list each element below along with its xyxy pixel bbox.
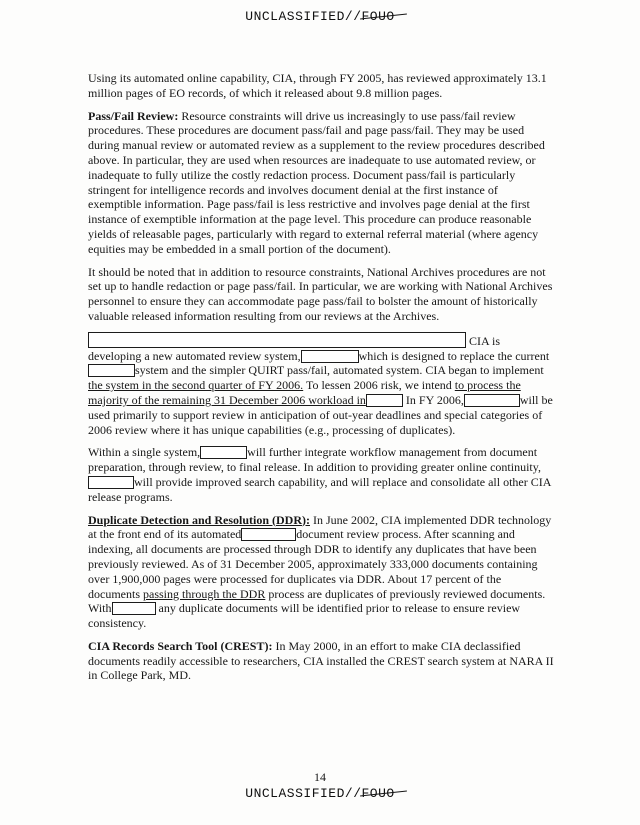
page-number: 14 — [314, 770, 326, 784]
body-text: the system in the second quarter of FY 2006. — [88, 378, 304, 393]
redaction-box — [112, 602, 156, 615]
body-text: will be used primarily to support review in anticipation of out-year deadlines and special categories of 2006 review where it has unique capabilities (e.g., processing of duplicates). — [88, 392, 553, 437]
redaction-box — [241, 528, 296, 541]
paragraph-new-review-system — [88, 332, 554, 438]
body-text: process are duplicates of previously reviewed documents. With — [88, 586, 546, 616]
classification-fouo-struck: FOUO — [361, 9, 395, 24]
section-heading-text: CIA Records Search Tool (CREST): — [88, 638, 273, 653]
body-text: In FY 2006, — [402, 392, 464, 407]
paragraph-crest — [88, 639, 554, 683]
body-text: It should be noted that in addition to resource constraints, National Archives procedures are not set up to handle redaction or page pass/fail. In particular, we are working with National Archives personnel to ensure they can accommodate page pass/fail to bolster the amount of historically valuable released information resulting from our reviews at the Archives. — [88, 264, 553, 323]
section-heading-text: Duplicate Detection and Resolution (DDR): — [88, 512, 310, 527]
body-text: which is designed to replace the current — [358, 348, 550, 363]
body-text: to process the majority of the remaining 31 December 2006 workload in — [88, 378, 521, 407]
header-classification — [0, 9, 640, 24]
body-text: CIA is developing a new automated review system, — [88, 333, 501, 363]
body-text: will provide improved search capability, and will replace and consolidate all other CIA release programs. — [88, 474, 551, 504]
paragraph-national-archives — [88, 265, 554, 324]
redaction-box — [301, 350, 359, 363]
section-heading-text: Pass/Fail Review: — [88, 108, 179, 123]
paragraph-single-system — [88, 445, 554, 504]
body-text: Using its automated online capability, CIA, through FY 2005, has reviewed approximately 13.1 million pages of EO records, of which it released about 9.8 million pages. — [88, 71, 547, 100]
redaction-box — [88, 364, 135, 377]
redaction-box — [464, 394, 520, 407]
footer-classification — [0, 786, 640, 801]
body-text: passing through the DDR — [143, 586, 266, 601]
classification-text: UNCLASSIFIED// — [245, 9, 362, 24]
paragraph-pass-fail-review — [88, 109, 554, 257]
body-text: In May 2000, in an effort to make CIA declassified documents readily accessible to researchers, CIA installed the CREST search system at NARA II in College Park, MD. — [88, 638, 554, 683]
classification-fouo-struck: FOUO — [361, 786, 395, 801]
redaction-box — [200, 446, 247, 459]
body-text: To lessen 2006 risk, we intend — [303, 378, 455, 393]
page-footer — [0, 770, 640, 801]
body-text: any duplicate documents will be identified prior to release to ensure review consistency. — [88, 601, 521, 631]
body-text: In June 2002, CIA implemented DDR technology at the front end of its automated — [88, 512, 552, 542]
paragraph-intro — [88, 71, 554, 101]
redaction-box — [366, 394, 403, 407]
redaction-box — [88, 476, 134, 489]
body-text: Resource constraints will drive us increasingly to use pass/fail review procedures. These procedures are document pass/fail and page pass/fail. They may be used during manual review or automated review as a supplement to the review procedures described above. In particular, they are used when resources are inadequate to use automated review, or inadequate to fully utilize the costly redaction process. Document pass/fail is particularly stringent for intelligence records and involves document denial at the first instance of exemptible information. Page pass/fail is less restrictive and involves page denial at the first instance of exemptible information at the page level. This procedure can produce reasonable yields of releasable pages, particularly with regard to external referral material (where agency equities may be embedded in a small portion of the document). — [88, 108, 545, 256]
redaction-box — [88, 332, 466, 348]
document-body — [88, 71, 554, 691]
body-text: system and the simpler QUIRT pass/fail, automated system. CIA began to implement — [135, 363, 544, 378]
paragraph-ddr — [88, 513, 554, 631]
body-text: will further integrate workflow management from document preparation, through review, to final release. In addition to providing greater online continuity, — [88, 445, 541, 475]
body-text: document review process. After scanning and indexing, all documents are processed through DDR to identify any duplicates that have been previously reviewed. As of 31 December 2005, approximately 333,000 documents containing over 1,900,000 pages were processed for duplicates via DDR. About 17 percent of the documents — [88, 527, 538, 601]
classification-text: UNCLASSIFIED// — [245, 786, 362, 801]
body-text: Within a single system, — [88, 445, 201, 460]
